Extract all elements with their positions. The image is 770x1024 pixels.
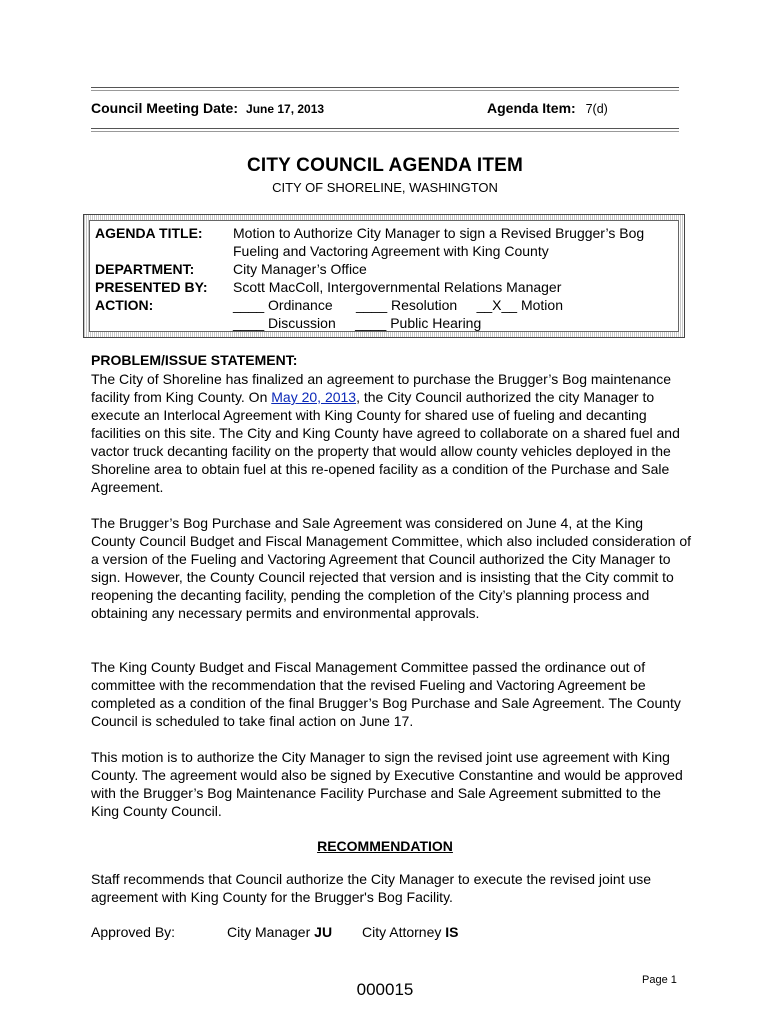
problem-paragraph-4: This motion is to authorize the City Manager to sign the revised joint use agreement with King County. The agreement would also be signed by Executive Constantine and would be approved with the Brugger’s Bog Maintenance Facility Purchase and Sale Agreement submitted to the King County Council.	[91, 749, 683, 819]
meeting-date: June 17, 2013	[246, 102, 325, 116]
city-attorney-label: City Attorney	[362, 924, 442, 940]
city-attorney-initials: IS	[445, 924, 459, 940]
agenda-title-line2: Fueling and Vactoring Agreement with King County	[233, 243, 549, 259]
agenda-box	[83, 214, 685, 338]
meeting-date-link[interactable]: May 20, 2013	[271, 389, 357, 405]
page-label: Page 1	[642, 974, 677, 986]
meeting-date-label: Council Meeting Date:	[91, 100, 239, 116]
agenda-item-label: Agenda Item:	[487, 100, 576, 116]
action-label: ACTION:	[95, 297, 154, 313]
problem-heading: PROBLEM/ISSUE STATEMENT:	[91, 352, 298, 368]
recommendation-heading: RECOMMENDATION	[317, 838, 453, 854]
page-subtitle: CITY OF SHORELINE, WASHINGTON	[272, 180, 498, 195]
meeting-info-row	[91, 100, 679, 120]
agenda-item-value: 7(d)	[585, 102, 608, 116]
action-options-line2: ____ Discussion ____ Public Hearing	[233, 315, 482, 331]
city-manager-label: City Manager	[227, 924, 311, 940]
problem-paragraph-2: The Brugger’s Bog Purchase and Sale Agreement was considered on June 4, at the King County Council Budget and Fiscal Management Committee, which also included consideration of a version of the Fueling and Vactoring Agreement that Council authorized the City Manager to sign. However, the County Council rejected that version and is insisting that the City commit to reopening the decanting facility, pending the completion of the City’s planning process and obtaining any necessary permits and environmental approvals.	[91, 515, 691, 621]
presented-label: PRESENTED BY:	[95, 279, 208, 295]
city-manager-initials: JU	[314, 924, 333, 940]
city-attorney-approval	[362, 924, 459, 940]
p1-text-start: The City of Shoreline has finalized an agreement to purchase the Brugger’s Bog maintenance facility from King County. On	[91, 371, 672, 405]
approved-by-label: Approved By:	[91, 924, 176, 940]
department-value: City Manager’s Office	[233, 261, 367, 277]
department-label: DEPARTMENT:	[95, 261, 195, 277]
problem-paragraph-3: The King County Budget and Fiscal Management Committee passed the ordinance out of committee with the recommendation that the revised Fueling and Vactoring Agreement be completed as a condition of the final Brugger’s Bog Purchase and Sale Agreement. The County Council is scheduled to take final action on June 17.	[91, 659, 681, 729]
action-options-line1: ____ Ordinance ____ Resolution __X__ Motion	[233, 297, 563, 313]
agenda-item	[487, 100, 608, 116]
top-rule	[91, 87, 679, 88]
problem-paragraph-1	[91, 370, 691, 496]
page-title: CITY COUNCIL AGENDA ITEM	[246, 155, 524, 176]
agenda-title-label: AGENDA TITLE:	[95, 225, 203, 241]
p1-text-end: , the City Council authorized the city Manager to execute an Interlocal Agreement with King County for shared use of fueling and decanting facilities on this site. The City and King County have agreed to collaborate on a shared fuel and vactor truck decanting facility on the property that would allow county vehicles deployed in the Shoreline area to obtain fuel at this re-opened facility as a condition of the Purchase and Sale Agreement.	[91, 389, 680, 495]
page-number: 000015	[356, 980, 414, 999]
agenda-box-inner	[89, 220, 679, 332]
agenda-title-line1: Motion to Authorize City Manager to sign a Revised Brugger’s Bog	[233, 225, 645, 241]
second-rule	[91, 128, 679, 129]
recommendation-text: Staff recommends that Council authorize the City Manager to execute the revised joint use agreement with King County for the Brugger's Bog Facility.	[91, 871, 652, 905]
city-manager-approval	[227, 924, 332, 940]
presented-value: Scott MacColl, Intergovernmental Relations Manager	[233, 279, 562, 295]
